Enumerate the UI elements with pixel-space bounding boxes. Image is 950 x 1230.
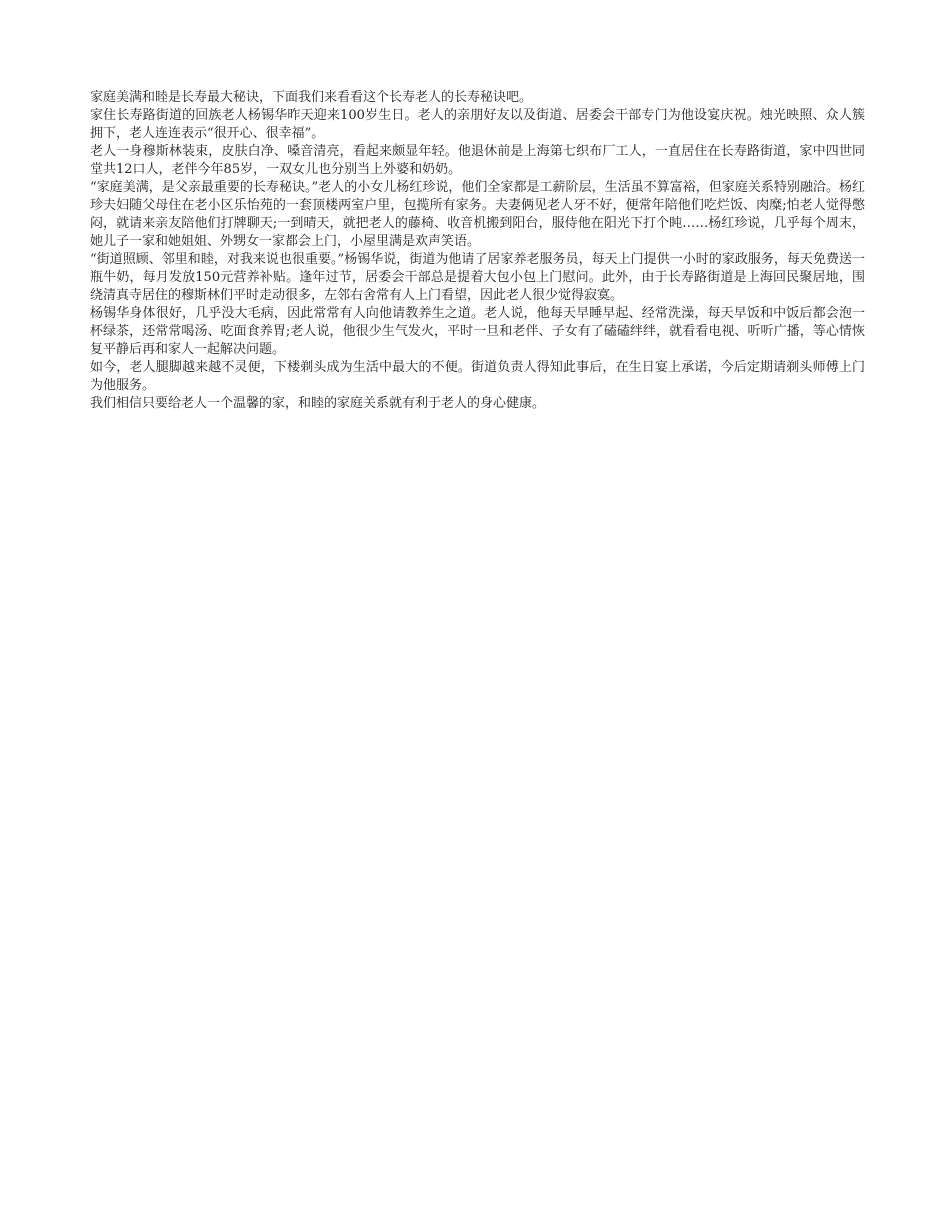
paragraph-intro: 家庭美满和睦是长寿最大秘诀，下面我们来看看这个长寿老人的长寿秘诀吧。 bbox=[90, 90, 533, 105]
article-body bbox=[90, 89, 865, 413]
paragraph-background: 老人一身穆斯林装束，皮肤白净、嗓音清亮，看起来颇显年轻。他退休前是上海第七织布厂工人，一直居住在长寿路街道，家中四世同堂共12口人，老伴今年85岁，一双女儿也分别当上外婆和奶奶。 bbox=[90, 144, 865, 177]
paragraph-family-harmony: “家庭美满，是父亲最重要的长寿秘诀。”老人的小女儿杨红珍说，他们全家都是工薪阶层，生活虽不算富裕，但家庭关系特别融洽。杨红珍夫妇随父母住在老小区乐怡苑的一套顶楼两室户里，包揽所有家务。夫妻俩见老人牙不好，便常年陪他们吃烂饭、肉糜;怕老人觉得憋闷，就请来亲友陪他们打牌聊天;一到晴天，就把老人的藤椅、收音机搬到阳台，服侍他在阳光下打个盹……杨红珍说，几乎每个周末，她儿子一家和她姐姐、外甥女一家都会上门，小屋里满是欢声笑语。 bbox=[90, 180, 865, 249]
paragraph-health-habits: 杨锡华身体很好，几乎没大毛病，因此常常有人向他请教养生之道。老人说，他每天早睡早起、经常洗澡，每天早饭和中饭后都会泡一杯绿茶，还常常喝汤、吃面食养胃;老人说，他很少生气发火，平时一旦和老伴、子女有了磕磕绊绊，就看看电视、听听广播，等心情恢复平静后再和家人一起解决问题。 bbox=[90, 306, 865, 357]
paragraph-birthday: 家住长寿路街道的回族老人杨锡华昨天迎来100岁生日。老人的亲朋好友以及街道、居委会干部专门为他设宴庆祝。烛光映照、众人簇拥下，老人连连表示“很开心、很幸福”。 bbox=[90, 108, 865, 141]
paragraph-community-care: “街道照顾、邻里和睦，对我来说也很重要。”杨锡华说，街道为他请了居家养老服务员，每天上门提供一小时的家政服务，每天免费送一瓶牛奶，每月发放150元营养补贴。逢年过节，居委会干部总是提着大包小包上门慰问。此外，由于长寿路街道是上海回民聚居地，围绕清真寺居住的穆斯林们平时走动很多，左邻右舍常有人上门看望，因此老人很少觉得寂寞。 bbox=[90, 252, 865, 303]
paragraph-barber-service: 如今，老人腿脚越来越不灵便，下楼剃头成为生活中最大的不便。街道负责人得知此事后，在生日宴上承诺，今后定期请剃头师傅上门为他服务。 bbox=[90, 360, 865, 393]
paragraph-conclusion: 我们相信只要给老人一个温馨的家，和睦的家庭关系就有利于老人的身心健康。 bbox=[90, 396, 546, 411]
